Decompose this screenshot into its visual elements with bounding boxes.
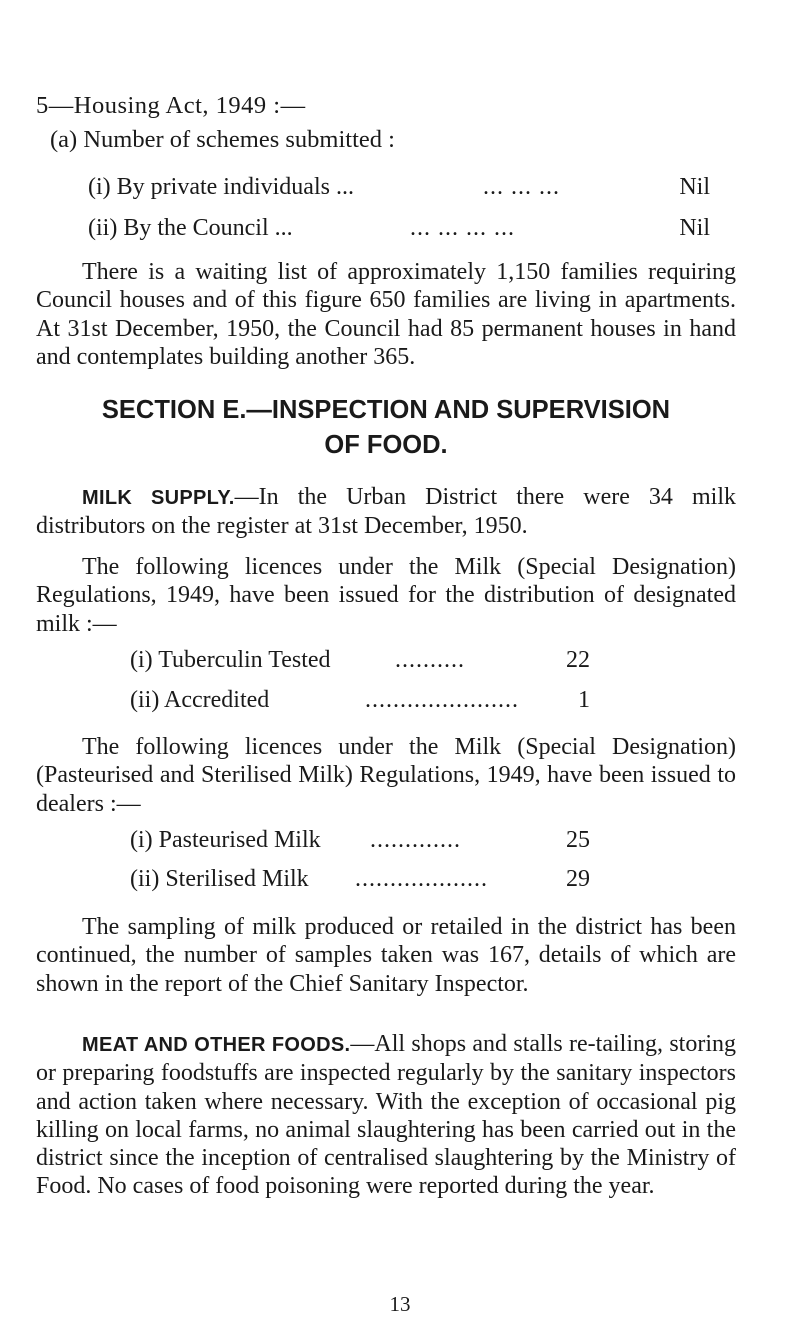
dealer-item-sterilised <box>130 864 590 894</box>
item-label: (i) Tuberculin Tested <box>130 647 331 673</box>
milk-supply-runin: MILK SUPPLY. <box>82 487 235 509</box>
leader-dots: ... ... ... <box>483 174 560 200</box>
item-label: (i) Pasteurised Milk <box>130 827 321 853</box>
item-label: (i) By private individuals ... <box>88 174 354 200</box>
waiting-list-paragraph: There is a waiting list of approximately 1,150 families requiring Council houses and of this figure 650 families are living in apartments. At 31st December, 1950, the Council had 85 permanent houses in hand and contemplates building another 365. <box>36 259 736 370</box>
leader-dots: ... ... ... ... <box>410 215 515 241</box>
schemes-subheading: (a) Number of schemes submitted : <box>50 126 395 153</box>
housing-item-private <box>88 172 710 202</box>
housing-act-heading: 5—Housing Act, 1949 :— <box>36 92 306 119</box>
item-value: 1 <box>578 687 590 713</box>
designation-item-accredited <box>130 685 590 715</box>
sampling-paragraph: The sampling of milk produced or retailed in the district has been continued, the number of samples taken was 167, details of which are shown in the report of the Chief Sanitary Inspector. <box>36 914 736 997</box>
item-value: 29 <box>566 866 590 892</box>
milk-supply-paragraph <box>36 483 736 541</box>
designation-item-tuberculin <box>130 645 590 675</box>
dealer-item-pasteurised <box>130 825 590 855</box>
item-label: (ii) Accredited <box>130 687 270 713</box>
section-e-title-line2: OF FOOD. <box>324 431 448 459</box>
milk-supply-text: —In the Urban District there were 34 milk distributors on the register at 31st December, 1950. <box>36 484 737 540</box>
item-label: (ii) Sterilised Milk <box>130 866 309 892</box>
meat-foods-runin: MEAT AND OTHER FOODS. <box>82 1034 351 1056</box>
leader-dots: ...................... <box>365 687 519 713</box>
designation-paragraph: The following licences under the Milk (Special Designation) Regulations, 1949, have been issued for the distribution of designated milk :— <box>36 554 736 637</box>
meat-foods-paragraph <box>36 1030 736 1201</box>
leader-dots: ................... <box>355 866 488 892</box>
dealers-paragraph: The following licences under the Milk (Special Designation) (Pasteurised and Sterilised Milk) Regulations, 1949, have been issued to dealers :— <box>36 734 736 817</box>
item-value: 22 <box>566 647 590 673</box>
leader-dots: ............. <box>370 827 461 853</box>
meat-foods-text: —All shops and stalls re-tailing, storing or preparing foodstuffs are inspected regularly by the sanitary inspectors and action taken where necessary. With the exception of occasional pig killing on local farms, no animal slaughtering has been carried out in the district since the inception of centralised slaughtering by the Ministry of Food. No cases of food poisoning were reported during the year. <box>36 1031 736 1200</box>
item-value: Nil <box>679 215 710 241</box>
item-label: (ii) By the Council ... <box>88 215 293 241</box>
housing-item-council <box>88 213 710 243</box>
item-value: 25 <box>566 827 590 853</box>
item-value: Nil <box>679 174 710 200</box>
leader-dots: .......... <box>395 647 465 673</box>
page-number: 13 <box>389 1292 411 1316</box>
section-e-title-line1: SECTION E.—INSPECTION AND SUPERVISION <box>101 396 671 424</box>
